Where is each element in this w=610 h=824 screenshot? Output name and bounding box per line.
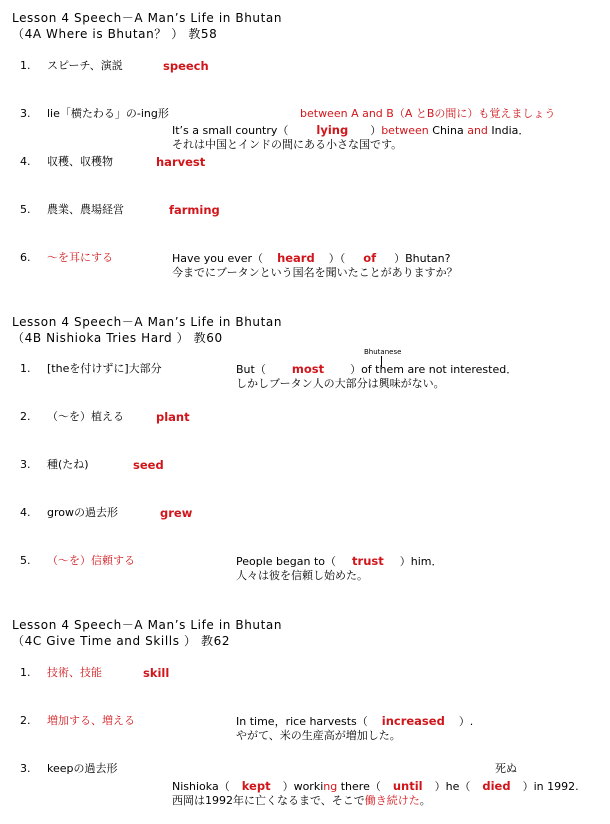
item-term: （～を）植える (47, 410, 124, 423)
item-term: ～を耳にする (47, 251, 113, 264)
example-sentence: In time，rice harvests（ increased ）. (236, 714, 474, 728)
item-term: growの過去形 (47, 506, 118, 519)
item-number: 5. (20, 554, 31, 567)
item-answer: harvest (156, 155, 206, 169)
item-term: 農業、農場経営 (47, 203, 124, 216)
item-term: [theを付けずに]大部分 (47, 362, 162, 375)
item-number: 1. (20, 666, 31, 679)
item-term: 増加する、増える (47, 714, 135, 727)
section-c-title: Lesson 4 Speech－A Man’s Life in Bhutan (12, 618, 283, 632)
section-a-title: Lesson 4 Speech－A Man’s Life in Bhutan (12, 11, 283, 25)
vocab-note: Bhutanese (364, 348, 402, 356)
item-number: 4. (20, 155, 31, 168)
item-number: 5. (20, 203, 31, 216)
example-sentence: It’s a small country（ lying ）between China and India． (172, 123, 530, 137)
item-term: 収穫、収穫物 (47, 155, 113, 168)
section-c-subtitle: （4C Give Time and Skills ） 教62 (12, 634, 231, 648)
item-term: keepの過去形 (47, 762, 118, 775)
section-b-title: Lesson 4 Speech－A Man’s Life in Bhutan (12, 315, 283, 329)
section-b-subtitle: （4B Nishioka Tries Hard ） 教60 (12, 331, 223, 345)
item-number: 4. (20, 506, 31, 519)
item-number: 3. (20, 762, 31, 775)
item-term: （～を）信頼する (47, 554, 135, 567)
example-sentence: Have you ever（ heard ）（ of ）Bhutan? (172, 251, 451, 265)
item-term: スピーチ、演説 (47, 59, 123, 72)
example-sentence: But（ most ）of them are not interested． (236, 362, 518, 376)
vocab-note: 死ぬ (495, 762, 517, 775)
item-number: 1. (20, 362, 31, 375)
sentence-translation: やがて、米の生産高が増加した。 (236, 729, 401, 742)
sentence-translation: しかしブータン人の大部分は興味がない。 (236, 377, 445, 390)
sentence-translation: 人々は彼を信頼し始めた。 (236, 569, 368, 582)
item-term: lie「横たわる」の-ing形 (47, 107, 169, 120)
item-answer: speech (163, 59, 209, 73)
item-number: 3. (20, 458, 31, 471)
item-answer: grew (160, 506, 193, 520)
example-sentence: People began to（ trust ）him． (236, 554, 443, 568)
sentence-translation: 今までにブータンという国名を聞いたことがありますか？ (172, 266, 458, 279)
sentence-translation: それは中国とインドの間にある小さな国です。 (172, 138, 403, 151)
grammar-note: between A and B（A とBの間に）も覚えましょう (300, 107, 556, 120)
item-number: 6. (20, 251, 31, 264)
item-number: 2. (20, 714, 31, 727)
item-answer: seed (133, 458, 164, 472)
example-sentence: Nishioka（ kept ）working there（ until ）he（ died ）in 1992. (172, 779, 579, 793)
item-answer: farming (169, 203, 220, 217)
item-term: 種(たね) (47, 458, 89, 471)
item-term: 技術、技能 (47, 666, 102, 679)
item-answer: skill (143, 666, 170, 680)
item-number: 2. (20, 410, 31, 423)
sentence-translation: 西岡は1992年に亡くなるまで、そこで働き続けた。 (172, 794, 431, 807)
section-a-subtitle: （4A Where is Bhutan？ ） 教58 (12, 27, 218, 41)
item-number: 3. (20, 107, 31, 120)
item-number: 1. (20, 59, 31, 72)
item-answer: plant (156, 410, 190, 424)
